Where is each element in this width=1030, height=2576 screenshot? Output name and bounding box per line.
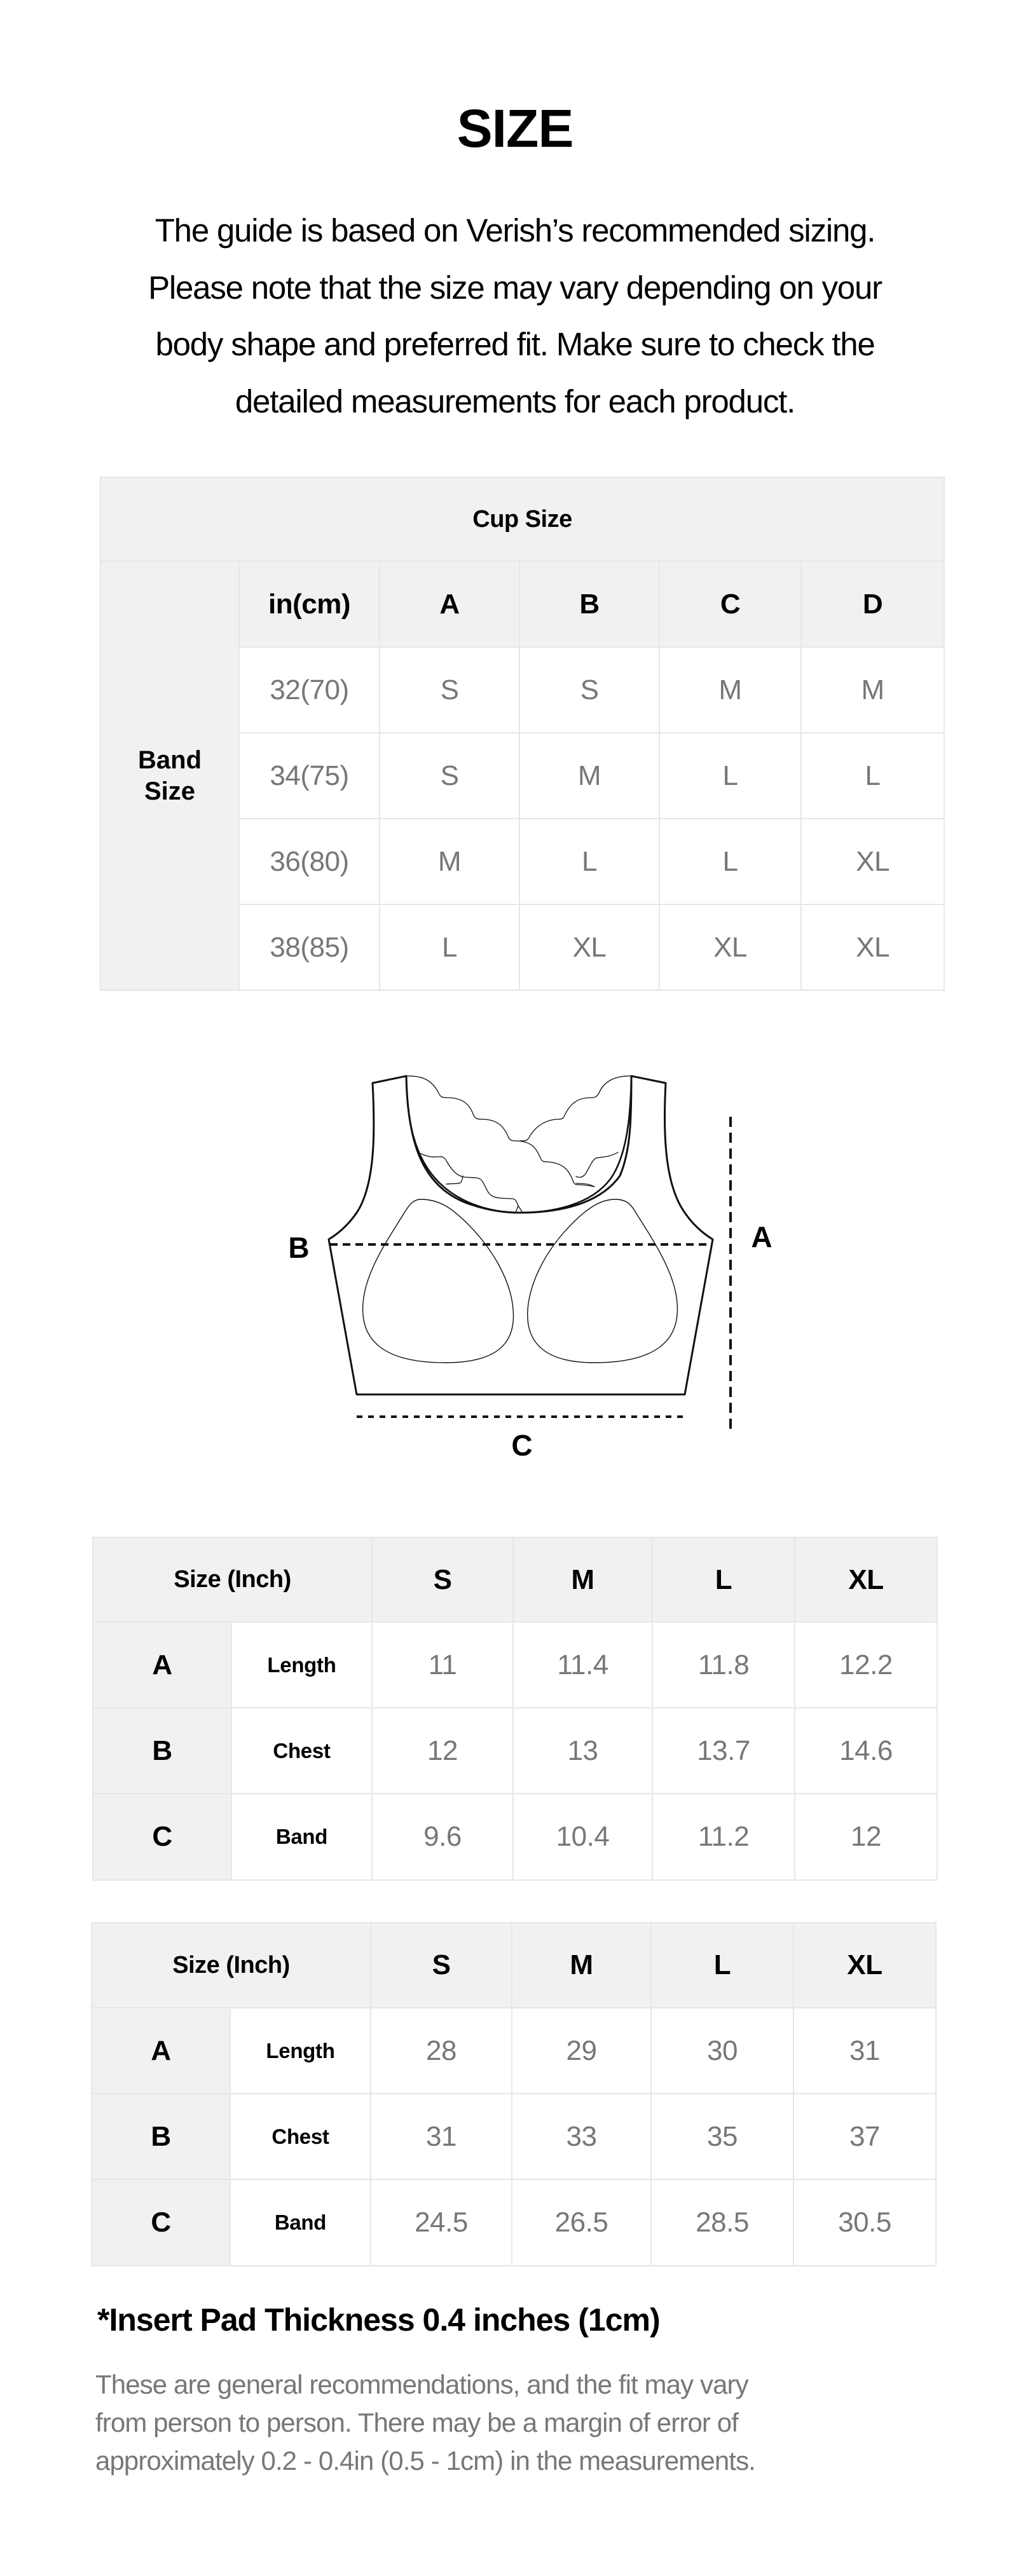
- intro-line: The guide is based on Verish’s recommended sizing.: [154, 212, 876, 249]
- measure-value: 24.5: [371, 2179, 512, 2266]
- size-unit-header: Size (Inch): [93, 1537, 372, 1622]
- right-cup-outline: [528, 1199, 678, 1363]
- measure-name: Band: [230, 2179, 371, 2266]
- measurement-table-2: [91, 1922, 937, 2266]
- band-size-label: [100, 561, 239, 990]
- table-row: [93, 1708, 937, 1794]
- size-column-header: M: [512, 1923, 651, 2008]
- measure-value: 14.6: [795, 1708, 937, 1794]
- measure-value: 11.4: [513, 1622, 652, 1708]
- lace-scallop-line: [516, 1206, 518, 1213]
- cup-column-header: D: [801, 561, 944, 647]
- size-column-header: S: [371, 1923, 512, 2008]
- measure-value: 10.4: [513, 1794, 652, 1880]
- size-column-header: XL: [795, 1537, 937, 1622]
- table-row: [92, 2094, 936, 2179]
- left-cup-outline: [363, 1199, 514, 1363]
- size-cell: L: [519, 819, 659, 904]
- size-column-header: L: [651, 1923, 793, 2008]
- table-row: [93, 1794, 937, 1880]
- size-cell: S: [519, 647, 659, 733]
- measure-value: 11: [372, 1622, 513, 1708]
- size-cell: S: [380, 647, 519, 733]
- lace-scallop-line: [520, 1076, 631, 1141]
- band-value: 36(80): [239, 819, 380, 904]
- measure-value: 29: [512, 2008, 651, 2094]
- disclaimer-line: approximately 0.2 - 0.4in (0.5 - 1cm) in the measurements.: [95, 2446, 755, 2476]
- measure-code: C: [93, 1794, 231, 1880]
- measure-name: Chest: [231, 1708, 372, 1794]
- intro-line: body shape and preferred fit. Make sure to check the: [155, 326, 875, 362]
- measure-name: Band: [231, 1794, 372, 1880]
- measure-value: 30.5: [793, 2179, 936, 2266]
- disclaimer-line: These are general recommendations, and the fit may vary: [95, 2369, 748, 2399]
- measure-code: A: [92, 2008, 230, 2094]
- band-value: 38(85): [239, 904, 380, 990]
- measure-value: 28.5: [651, 2179, 793, 2266]
- size-cell: L: [659, 819, 801, 904]
- disclaimer-line: from person to person. There may be a margin of error of: [95, 2408, 738, 2437]
- measure-name: Length: [231, 1622, 372, 1708]
- measure-value: 12.2: [795, 1622, 937, 1708]
- lace-scallop-line: [421, 1154, 523, 1213]
- band-value: 34(75): [239, 733, 380, 819]
- measure-value: 13.7: [652, 1708, 795, 1794]
- diagram-label-a: A: [751, 1220, 773, 1253]
- measure-value: 37: [793, 2094, 936, 2179]
- band-size-label-line: Band: [138, 746, 202, 774]
- garment-outline: [329, 1076, 713, 1394]
- size-cell: L: [380, 904, 519, 990]
- unit-header: in(cm): [239, 561, 380, 647]
- size-cell: M: [380, 819, 519, 904]
- measure-value: 30: [651, 2008, 793, 2094]
- intro-line: Please note that the size may vary depending on your: [148, 269, 882, 306]
- table-row: [92, 2008, 936, 2094]
- measure-code: A: [93, 1622, 231, 1708]
- cup-column-header: B: [519, 561, 659, 647]
- cup-column-header: A: [380, 561, 519, 647]
- measure-name: Length: [230, 2008, 371, 2094]
- measure-value: 26.5: [512, 2179, 651, 2266]
- table-row: [92, 2179, 936, 2266]
- size-cell: M: [801, 647, 944, 733]
- lace-scallop-line: [576, 1152, 618, 1177]
- fit-disclaimer: [95, 2366, 922, 2480]
- measure-value: 13: [513, 1708, 652, 1794]
- band-value: 32(70): [239, 647, 380, 733]
- size-cell: XL: [519, 904, 659, 990]
- size-cell: XL: [801, 904, 944, 990]
- size-cell: M: [519, 733, 659, 819]
- size-cell: L: [801, 733, 944, 819]
- measure-name: Chest: [230, 2094, 371, 2179]
- size-column-header: M: [513, 1537, 652, 1622]
- band-size-label-line: Size: [144, 777, 196, 805]
- size-unit-header: Size (Inch): [92, 1923, 371, 2008]
- measurement-table-1: [92, 1537, 938, 1881]
- cup-column-header: C: [659, 561, 801, 647]
- size-cell: L: [659, 733, 801, 819]
- measure-code: C: [92, 2179, 230, 2266]
- lace-scallop-line: [576, 1183, 594, 1187]
- measure-value: 11.8: [652, 1622, 795, 1708]
- size-chart-table: [100, 477, 945, 991]
- size-cell: XL: [659, 904, 801, 990]
- size-column-header: S: [372, 1537, 513, 1622]
- size-cell: S: [380, 733, 519, 819]
- neckline-curve: [406, 1076, 631, 1213]
- measure-value: 9.6: [372, 1794, 513, 1880]
- intro-line: detailed measurements for each product.: [235, 383, 795, 419]
- measure-value: 31: [371, 2094, 512, 2179]
- table-row: [93, 1622, 937, 1708]
- size-column-header: XL: [793, 1923, 936, 2008]
- measure-code: B: [92, 2094, 230, 2179]
- size-cell: M: [659, 647, 801, 733]
- intro-text: [76, 202, 954, 430]
- measure-value: 35: [651, 2094, 793, 2179]
- measure-value: 12: [372, 1708, 513, 1794]
- size-cell: XL: [801, 819, 944, 904]
- measure-value: 12: [795, 1794, 937, 1880]
- insert-pad-note: *Insert Pad Thickness 0.4 inches (1cm): [97, 2302, 660, 2338]
- measure-value: 11.2: [652, 1794, 795, 1880]
- measure-value: 33: [512, 2094, 651, 2179]
- cup-size-header: Cup Size: [100, 477, 944, 561]
- size-column-header: L: [652, 1537, 795, 1622]
- measure-code: B: [93, 1708, 231, 1794]
- diagram-label-b: B: [288, 1231, 310, 1264]
- page-title: SIZE: [457, 99, 573, 158]
- lace-scallop-line: [406, 1076, 594, 1187]
- lace-scallop-line: [446, 1176, 463, 1184]
- diagram-label-c: C: [511, 1429, 533, 1462]
- measure-value: 28: [371, 2008, 512, 2094]
- measure-value: 31: [793, 2008, 936, 2094]
